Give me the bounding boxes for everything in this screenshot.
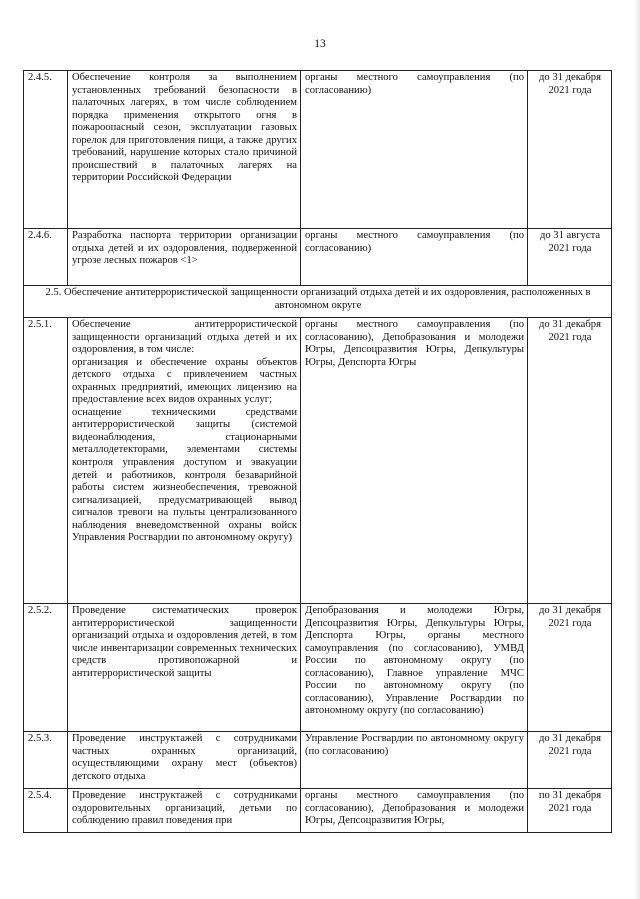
item-number: 2.4.6. — [24, 229, 68, 286]
measure-text: Обеспечение контроля за выполнением установленных требований безопасности в палаточных лагерях, в том числе соблюдением порядка применения открытого огня в пожароопасный сезон, эксплуатации газовых горелок для приготовления пищи, а также других требований, нарушение которых стало причиной происшествий в палаточных лагерях на территории Российской Федерации — [68, 71, 301, 229]
measure-text — [68, 318, 301, 604]
page-number: 13 — [314, 38, 326, 50]
section-title: 2.5. Обеспечение антитеррористической защищенности организаций отдыха детей и их оздоровления, расположенных в автономном округе — [24, 286, 612, 318]
deadline-text: до 31 декабря 2021 года — [528, 604, 612, 732]
measure-text: Разработка паспорта территории организации отдыха детей и их оздоровления, подверженной угрозе лесных пожаров <1> — [68, 229, 301, 286]
scan-page-edge — [634, 0, 640, 899]
executor-text: органы местного самоуправления (по согласованию), Депобразования и молодежи Югры, Депсоцразвития Югры, Депкультуры Югры, Депспорта Югры — [301, 318, 528, 604]
deadline-text: до 31 декабря 2021 года — [528, 318, 612, 604]
deadline-text: до 31 декабря 2021 года — [528, 71, 612, 229]
section-heading-row — [24, 286, 612, 318]
measure-text-line: организация и обеспечение охраны объектов детского отдыха с привлечением частных охранных предприятий, имеющих лицензию на предоставление всех видов охранных услуг; — [72, 356, 297, 406]
item-number: 2.5.3. — [24, 732, 68, 789]
deadline-text: до 31 декабря 2021 года — [528, 732, 612, 789]
table-row — [24, 229, 612, 286]
measure-text-line: оснащение техническими средствами антитеррористической защиты (системой видеонаблюдения, стационарными металлодетекторами, элементами системы контроля управления доступом и эвакуации детей и работников, контроля безаварийной работы систем жизнеобеспечения, тревожной сигнализацией, предусматривающей вывод сигналов тревоги на пульты централизованного наблюдения вневедомственной охраны войск Управления Росгвардии по автономному округу) — [72, 406, 297, 544]
executor-text: Управление Росгвардии по автономному округу (по согласованию) — [301, 732, 528, 789]
table-row — [24, 732, 612, 789]
table-row — [24, 604, 612, 732]
measure-text: Проведение систематических проверок антитеррористической защищенности организаций отдыха и оздоровления детей, в том числе инвентаризации современных технических средств противопожарной и антитеррористической защиты — [68, 604, 301, 732]
executor-text: органы местного самоуправления (по согласованию), Депобразования и молодежи Югры, Депсоцразвития Югры, — [301, 789, 528, 833]
deadline-text: до 31 августа 2021 года — [528, 229, 612, 286]
table-row — [24, 318, 612, 604]
item-number: 2.5.4. — [24, 789, 68, 833]
item-number: 2.4.5. — [24, 71, 68, 229]
measure-text: Проведение инструктажей с сотрудниками частных охранных организаций, осуществляющими охрану мест (объектов) детского отдыха — [68, 732, 301, 789]
executor-text: Депобразования и молодежи Югры, Депсоцразвития Югры, Депкультуры Югры, Депспорта Югры, органы местного самоуправления (по согласованию), УМВД России по автономному округу (по согласованию), Главное управление МЧС России по автономному округу (по согласованию), Управление Росгвардии по автономному округу (по согласованию) — [301, 604, 528, 732]
executor-text: органы местного самоуправления (по согласованию) — [301, 229, 528, 286]
action-plan-table — [23, 70, 612, 833]
table-row — [24, 789, 612, 833]
executor-text: органы местного самоуправления (по согласованию) — [301, 71, 528, 229]
item-number: 2.5.1. — [24, 318, 68, 604]
table-row — [24, 71, 612, 229]
item-number: 2.5.2. — [24, 604, 68, 732]
measure-text: Проведение инструктажей с сотрудниками оздоровительных организаций, детьми по соблюдению правил поведения при — [68, 789, 301, 833]
deadline-text: по 31 декабря 2021 года — [528, 789, 612, 833]
measure-text-line: Обеспечение антитеррористической защищенности организаций отдыха детей и их оздоровления, в том числе: — [72, 319, 297, 356]
